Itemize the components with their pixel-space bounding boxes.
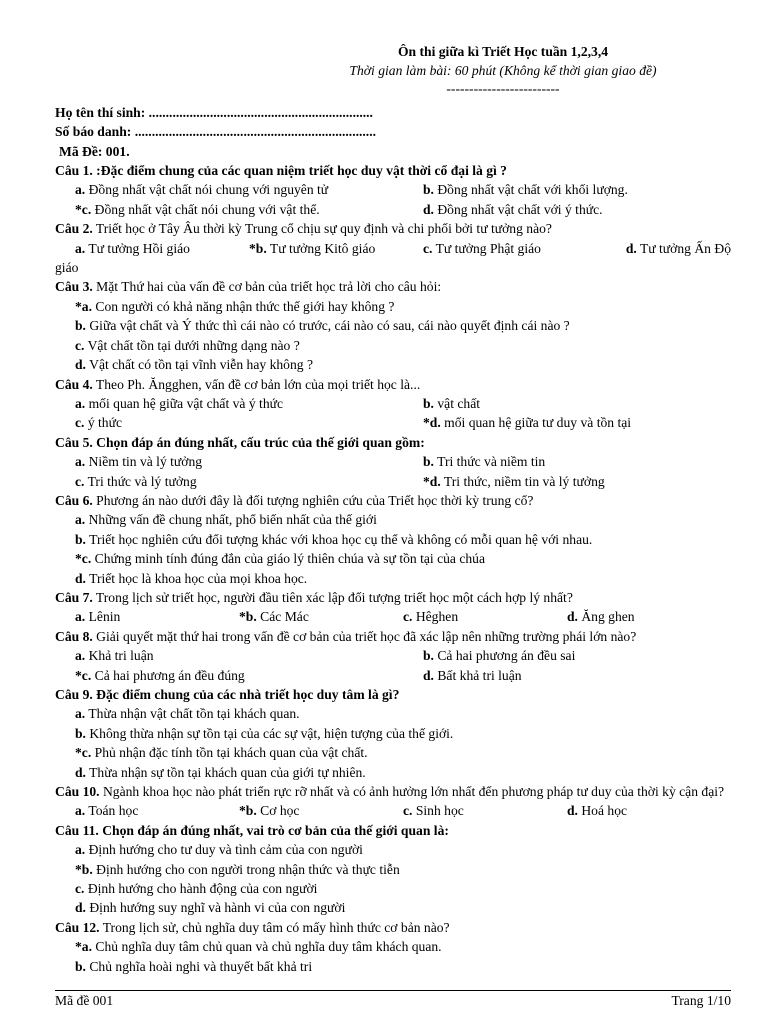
option-7b[interactable]: *b. Các Mác <box>239 609 309 625</box>
student-id-line: Số báo danh: ....................................................................... <box>55 124 376 140</box>
option-4b[interactable]: b. vật chất <box>423 395 481 411</box>
question-9: Câu 9. Đặc điểm chung của các nhà triết học duy tâm là gì? <box>55 687 400 702</box>
option-4d[interactable]: *d. mối quan hệ giữa tư duy và tồn tại <box>423 415 632 431</box>
option-6a[interactable]: a. Những vấn đề chung nhất, phổ biến nhất của thế giới <box>75 512 377 528</box>
question-1-options-row-1 <box>55 180 731 199</box>
option-6d[interactable]: d. Triết học là khoa học của mọi khoa học. <box>75 570 308 586</box>
option-2c[interactable]: c. Tư tưởng Phật giáo <box>423 240 541 256</box>
option-8c[interactable]: *c. Cả hai phương án đều đúng <box>75 667 245 683</box>
question-5-options-row-1 <box>55 452 731 471</box>
question-7-options <box>55 607 731 626</box>
option-5d[interactable]: *d. Tri thức, niềm tin và lý tưởng <box>423 473 605 489</box>
question-6: Câu 6. Phương án nào dưới đây là đối tượng nghiên cứu của Triết học thời kỳ trung cổ? <box>55 492 534 508</box>
option-10d[interactable]: d. Hoá học <box>567 803 628 819</box>
page-footer <box>55 990 731 1009</box>
option-12b[interactable]: b. Chủ nghĩa hoài nghi và thuyết bất khả tri <box>75 958 313 974</box>
exam-page <box>55 42 731 976</box>
exam-title: Ôn thi giữa kì Triết Học tuần 1,2,3,4 <box>397 44 609 59</box>
question-5-options-row-2 <box>55 472 731 491</box>
option-11d[interactable]: d. Định hướng suy nghĩ và hành vi của con người <box>75 900 346 916</box>
question-8: Câu 8. Giải quyết mặt thứ hai trong vấn đề cơ bản của triết học đã xác lập nên những trường phái lớn nào? <box>55 628 637 644</box>
question-12: Câu 12. Trong lịch sử, chủ nghĩa duy tâm có mấy hình thức cơ bản nào? <box>55 919 450 935</box>
option-2d[interactable]: d. Tư tưởng Ấn Độ <box>625 240 731 256</box>
question-7: Câu 7. Trong lịch sử triết học, người đầu tiên xác lập đối tượng triết học một cách hợp lý nhất? <box>55 589 573 605</box>
option-11a[interactable]: a. Định hướng cho tư duy và tình cảm của con người <box>75 842 363 858</box>
question-5: Câu 5. Chọn đáp án đúng nhất, cấu trúc của thế giới quan gồm: <box>55 434 425 450</box>
option-10b[interactable]: *b. Cơ học <box>239 803 300 819</box>
option-9d[interactable]: d. Thừa nhận sự tồn tại khách quan của giới tự nhiên. <box>75 764 366 780</box>
option-3a[interactable]: *a. Con người có khả năng nhận thức thế giới hay không ? <box>75 298 395 314</box>
option-1d[interactable]: d. Đồng nhất vật chất với ý thức. <box>423 201 603 217</box>
footer-page-number: Trang 1/10 <box>671 993 731 1008</box>
option-1a[interactable]: a. Đồng nhất vật chất nói chung với nguyên tử <box>75 182 329 198</box>
option-7c[interactable]: c. Hêghen <box>403 609 459 625</box>
option-6b[interactable]: b. Triết học nghiên cứu đối tượng khác với khoa học cụ thể và không có mỗi quan hệ với nhau. <box>75 531 593 547</box>
header-divider: ------------------------- <box>446 80 560 96</box>
footer-exam-code: Mã đề 001 <box>55 993 114 1008</box>
question-4-options-row-2 <box>55 413 731 432</box>
exam-subtitle: Thời gian làm bài: 60 phút (Không kể thời gian giao đề) <box>349 63 657 79</box>
question-4-options-row-1 <box>55 394 731 413</box>
exam-code: Mã Đề: 001. <box>59 143 130 159</box>
option-10c[interactable]: c. Sinh học <box>403 803 464 819</box>
option-9a[interactable]: a. Thừa nhận vật chất tồn tại khách quan. <box>75 706 300 722</box>
option-8b[interactable]: b. Cả hai phương án đều sai <box>423 648 576 664</box>
option-7d[interactable]: d. Ăng ghen <box>567 609 635 625</box>
student-name-line: Họ tên thí sinh: .................................................................. <box>55 104 373 120</box>
option-3d[interactable]: d. Vật chất có tồn tại vĩnh viễn hay không ? <box>75 357 313 373</box>
option-1b[interactable]: b. Đồng nhất vật chất với khối lượng. <box>423 182 628 198</box>
option-10a[interactable]: a. Toán học <box>75 803 139 819</box>
option-2d-wrap: giáo <box>55 260 79 276</box>
option-5c[interactable]: c. Tri thức và lý tưởng <box>75 473 197 489</box>
option-9b[interactable]: b. Không thừa nhận sự tồn tại của các sự vật, hiện tượng của thế giới. <box>75 725 454 741</box>
option-3b[interactable]: b. Giữa vật chất và Ý thức thì cái nào có trước, cái nào có sau, cái nào quyết định cái nào ? <box>75 318 570 334</box>
option-5b[interactable]: b. Tri thức và niềm tin <box>423 454 546 470</box>
question-11: Câu 11. Chọn đáp án đúng nhất, vai trò cơ bản của thế giới quan là: <box>55 822 449 838</box>
option-3c[interactable]: c. Vật chất tồn tại dưới những dạng nào ? <box>75 337 300 353</box>
question-1-options-row-2 <box>55 200 731 219</box>
option-8d[interactable]: d. Bất khả tri luận <box>423 667 522 683</box>
option-8a[interactable]: a. Khả tri luận <box>75 648 154 664</box>
option-5a[interactable]: a. Niềm tin và lý tưởng <box>75 454 203 470</box>
option-11c[interactable]: c. Định hướng cho hành động của con người <box>75 881 318 897</box>
question-2: Câu 2. Triết học ở Tây Âu thời kỳ Trung cổ chịu sự quy định và chi phối bởi tư tưởng nào? <box>55 221 552 237</box>
option-12a[interactable]: *a. Chủ nghĩa duy tâm chủ quan và chủ nghĩa duy tâm khách quan. <box>75 939 442 955</box>
question-8-options-row-1 <box>55 646 731 665</box>
option-11b[interactable]: *b. Định hướng cho con người trong nhận thức và thực tiễn <box>75 861 400 877</box>
option-2a[interactable]: a. Tư tưởng Hồi giáo <box>75 240 190 256</box>
question-3: Câu 3. Mặt Thứ hai của vấn đề cơ bản của triết học trả lời cho câu hỏi: <box>55 279 442 295</box>
question-10-options <box>55 801 731 820</box>
question-2-options <box>55 239 731 258</box>
option-1c[interactable]: *c. Đồng nhất vật chất nói chung với vật thể. <box>75 201 320 217</box>
option-2b[interactable]: *b. Tư tưởng Kitô giáo <box>249 240 376 256</box>
question-1: Câu 1. :Đặc điểm chung của các quan niệm triết học duy vật thời cổ đại là gì ? <box>55 163 507 179</box>
option-4c[interactable]: c. ý thức <box>75 415 123 431</box>
option-9c[interactable]: *c. Phủ nhận đặc tính tồn tại khách quan của vật chất. <box>75 745 368 761</box>
option-4a[interactable]: a. mối quan hệ giữa vật chất và ý thức <box>75 395 284 411</box>
question-8-options-row-2 <box>55 666 731 685</box>
question-10: Câu 10. Ngành khoa học nào phát triển rực rỡ nhất và có ảnh hưởng lớn nhất đến phương pháp tư duy của thời kỳ cận đại? <box>55 784 725 800</box>
option-6c[interactable]: *c. Chứng minh tính đúng đắn của giáo lý thiên chúa và sự tồn tại của chúa <box>75 551 485 567</box>
option-7a[interactable]: a. Lênin <box>75 609 121 625</box>
question-4: Câu 4. Theo Ph. Ăngghen, vấn đề cơ bản lớn của mọi triết học là... <box>55 376 421 392</box>
